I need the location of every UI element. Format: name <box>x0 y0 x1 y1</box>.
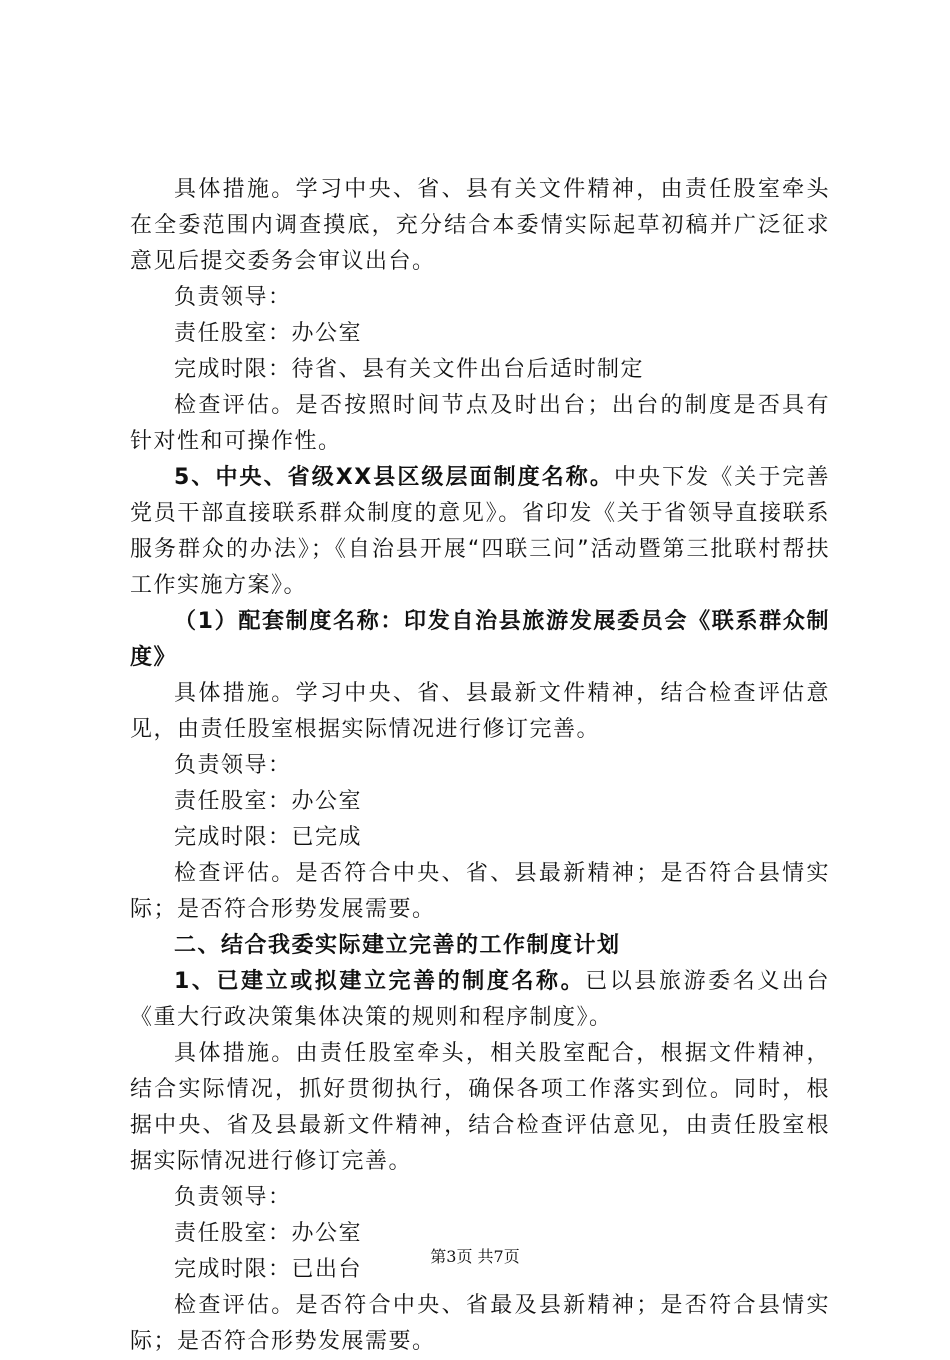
section-heading: （1）配套制度名称：印发自治县旅游发展委员会《联系群众制度》 <box>130 609 830 670</box>
section-heading: 二、结合我委实际建立完善的工作制度计划 <box>174 933 621 958</box>
paragraph-7 <box>130 604 830 676</box>
paragraph-text: 具体措施。学习中央、省、县有关文件精神，由责任股室牵头在全委范围内调查摸底，充分结合本委情实际起草初稿并广泛征求意见后提交委务会审议出台。 <box>130 177 830 274</box>
document-body <box>130 172 830 1360</box>
paragraph-text: 责任股室：办公室 <box>174 321 363 346</box>
paragraph-6 <box>130 460 830 604</box>
paragraph-text: 具体措施。由责任股室牵头，相关股室配合，根据文件精神，结合实际情况，抓好贯彻执行，确保各项工作落实到位。同时，根据中央、省及县最新文件精神，结合检查评估意见，由责任股室根据实际情况进行修订完善。 <box>130 1041 830 1174</box>
paragraph-text: 责任股室：办公室 <box>174 789 363 814</box>
section-heading: 1、已建立或拟建立完善的制度名称。 <box>174 969 586 994</box>
paragraph-12 <box>130 856 830 928</box>
paragraph-text: 检查评估。是否符合中央、省最及县新精神；是否符合县情实际；是否符合形势发展需要。 <box>130 1293 830 1354</box>
paragraph-5 <box>130 388 830 460</box>
paragraph-4 <box>130 352 830 388</box>
paragraph-14 <box>130 964 830 1036</box>
paragraph-11 <box>130 820 830 856</box>
paragraph-text: 负责领导： <box>174 753 292 778</box>
paragraph-8 <box>130 676 830 748</box>
paragraph-19 <box>130 1288 830 1360</box>
paragraph-text: 完成时限：已完成 <box>174 825 363 850</box>
paragraph-10 <box>130 784 830 820</box>
paragraph-text: 负责领导： <box>174 1185 292 1210</box>
paragraph-text: 已以县旅游委名义出台《重大行政决策集体决策的规则和程序制度》。 <box>130 969 830 1030</box>
paragraph-text: 完成时限：已出台 <box>174 1257 363 1282</box>
paragraph-text: 完成时限：待省、县有关文件出台后适时制定 <box>174 357 645 382</box>
paragraph-9 <box>130 748 830 784</box>
paragraph-text: 检查评估。是否符合中央、省、县最新精神；是否符合县情实际；是否符合形势发展需要。 <box>130 861 830 922</box>
section-heading: 5、中央、省级XX县区级层面制度名称。 <box>174 465 614 490</box>
paragraph-text: 中央下发《关于完善党员干部直接联系群众制度的意见》。省印发《关于省领导直接联系服务群众的办法》；《自治县开展“四联三问”活动暨第三批联村帮扶工作实施方案》。 <box>130 465 830 598</box>
paragraph-text: 具体措施。学习中央、省、县最新文件精神，结合检查评估意见，由责任股室根据实际情况进行修订完善。 <box>130 681 830 742</box>
paragraph-text: 检查评估。是否按照时间节点及时出台；出台的制度是否具有针对性和可操作性。 <box>130 393 830 454</box>
paragraph-13 <box>130 928 830 964</box>
paragraph-1 <box>130 172 830 280</box>
page-number-footer: 第3页 共7页 <box>430 1247 520 1266</box>
paragraph-15 <box>130 1036 830 1180</box>
paragraph-text: 负责领导： <box>174 285 292 310</box>
paragraph-3 <box>130 316 830 352</box>
paragraph-text: 责任股室：办公室 <box>174 1221 363 1246</box>
paragraph-2 <box>130 280 830 316</box>
paragraph-16 <box>130 1180 830 1216</box>
